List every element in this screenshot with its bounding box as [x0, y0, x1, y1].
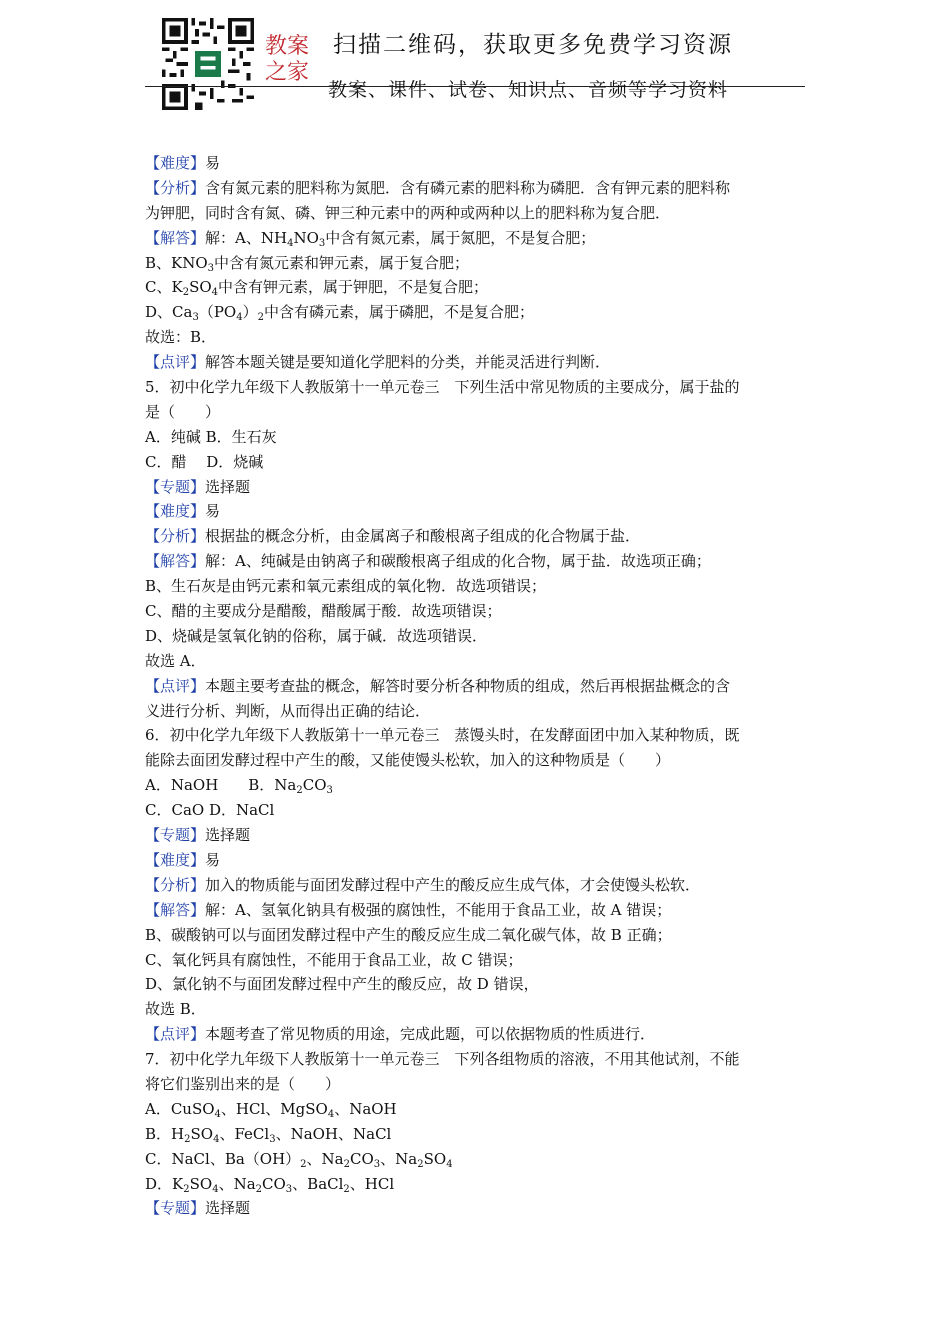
tag-answer: 【解答】: [145, 228, 206, 247]
subscript: 4: [212, 1183, 219, 1195]
q5-answer-d: D、烧碱是氢氧化钠的俗称，属于碱．故选项错误．: [145, 626, 488, 645]
text: （PO: [198, 303, 237, 322]
subscript: 4: [236, 312, 243, 324]
q4-choice: 故选：B．: [145, 328, 217, 347]
text: 、Na: [218, 1174, 256, 1193]
q5-answer-b: B、生石灰是由钙元素和氧元素组成的氧化物．故选项错误；: [145, 577, 547, 596]
text: NO: [293, 228, 319, 247]
tag-difficulty: 【难度】: [145, 502, 206, 521]
text: C．NaCl、Ba（OH）: [145, 1149, 301, 1168]
q5-answer-c: C、醋的主要成分是醋酸，醋酸属于酸．故选项错误；: [145, 602, 502, 621]
q6-answer-b: B、碳酸钠可以与面团发酵过程中产生的酸反应生成二氧化碳气体，故 B 正确；: [145, 925, 672, 944]
subscript: 2: [343, 1183, 350, 1195]
q7-stem: 7．初中化学九年级下人教版第十一单元卷三 下列各组物质的溶液，不用其他试剂，不能: [145, 1050, 740, 1069]
header-subtitle: 教案、课件、试卷、知识点、音频等学习资料: [328, 79, 729, 101]
tag-comment: 【点评】: [145, 676, 206, 695]
q6-options-ab: [145, 773, 810, 798]
subscript: 4: [213, 1133, 220, 1145]
header-slogan: 扫描二维码，获取更多免费学习资源: [333, 32, 733, 58]
tag-answer: 【解答】: [145, 552, 206, 571]
q6-topic-value: 选择题: [205, 826, 251, 845]
subscript: 3: [318, 237, 326, 249]
text: 解：A、NH: [205, 228, 288, 247]
q5-analysis: [145, 524, 810, 549]
subscript: 3: [269, 1133, 276, 1145]
q4-comment-text: 解答本题关键是要知道化学肥料的分类，并能灵活进行判断．: [205, 353, 611, 372]
text: CO: [262, 1174, 286, 1193]
subscript: 2: [343, 1158, 350, 1170]
tag-topic: 【专题】: [145, 1199, 206, 1218]
subscript: 3: [373, 1158, 381, 1170]
q4-difficulty: [145, 151, 810, 176]
text: 、BaCl: [292, 1174, 344, 1193]
text: B．H: [145, 1124, 185, 1143]
q5-difficulty: [145, 499, 810, 524]
text: D．K: [145, 1174, 184, 1193]
text: 、HCl: [349, 1174, 395, 1193]
text: SO: [189, 1174, 213, 1193]
q7-option-c: [145, 1147, 810, 1172]
q6-analysis-text: 加入的物质能与面团发酵过程中产生的酸反应生成气体，才会使馒头松软．: [205, 875, 701, 894]
q6-answer-text: 解：A、氢氧化钠具有极强的腐蚀性，不能用于食品工业，故 A 错误；: [205, 900, 672, 919]
tag-comment: 【点评】: [145, 1025, 206, 1044]
text: CO: [350, 1149, 374, 1168]
logo: [265, 34, 327, 86]
subscript: 2: [417, 1158, 424, 1170]
subscript: 4: [327, 1108, 335, 1120]
text: B、KNO: [145, 253, 208, 272]
q6-options-cd: C．CaO D．NaCl: [145, 801, 275, 820]
text: 中含有磷元素，属于磷肥，不是复合肥；: [263, 303, 534, 322]
subscript: 4: [214, 1108, 221, 1120]
subscript: 2: [182, 287, 190, 299]
q5-answer-text: 解：A、纯碱是由钠离子和碳酸根离子组成的化合物，属于盐．故选项正确；: [205, 552, 711, 571]
subscript: 3: [192, 312, 199, 324]
text: D、Ca: [145, 303, 193, 322]
subscript: 3: [326, 785, 333, 797]
text: A．CuSO: [145, 1099, 215, 1118]
q5-analysis-text: 根据盐的概念分析，由金属离子和酸根离子组成的化合物属于盐．: [205, 527, 641, 546]
q4-answer-c: [145, 275, 810, 300]
q6-answer-d: D、氯化钠不与面团发酵过程中产生的酸反应，故 D 错误，: [145, 975, 539, 994]
q5-choice: 故选 A．: [145, 651, 206, 670]
text: 、Na: [380, 1149, 418, 1168]
subscript: 4: [211, 287, 219, 299]
q5-difficulty-value: 易: [205, 502, 221, 521]
text: 、NaOH: [334, 1099, 397, 1118]
text: 中含有钾元素，属于钾肥，不是复合肥；: [218, 278, 489, 297]
q7-topic: [145, 1196, 810, 1221]
q4-difficulty-value: 易: [205, 154, 221, 172]
q6-choice: 故选 B．: [145, 1000, 206, 1019]
tag-comment: 【点评】: [145, 353, 206, 372]
q7-option-d: [145, 1172, 810, 1197]
q7-topic-value: 选择题: [205, 1199, 251, 1218]
q5-comment-cont: 义进行分析、判断，从而得出正确的结论．: [145, 701, 431, 720]
text: 中含有氮元素和钾元素，属于复合肥；: [214, 253, 470, 272]
text: SO: [190, 1124, 214, 1143]
text: 、NaOH、NaCl: [275, 1124, 392, 1143]
q5-answer-a: [145, 549, 810, 574]
subscript: 2: [300, 1158, 307, 1170]
q5-stem-cont: 是（ ）: [145, 402, 221, 421]
text: SO: [423, 1149, 447, 1168]
q5-stem: 5．初中化学九年级下人教版第十一单元卷三 下列生活中常见物质的主要成分，属于盐的: [145, 378, 740, 397]
text: C、K: [145, 278, 183, 297]
text: ）: [242, 303, 258, 322]
subscript: 2: [257, 312, 264, 324]
subscript: 3: [207, 262, 215, 274]
q4-analysis-text: 含有氮元素的肥料称为氮肥．含有磷元素的肥料称为磷肥．含有钾元素的肥料称: [205, 178, 731, 197]
subscript: 4: [446, 1158, 453, 1170]
q5-comment-text: 本题主要考查盐的概念，解答时要分析各种物质的组成，然后再根据盐概念的含: [205, 676, 731, 695]
q6-stem-cont: 能除去面团发酵过程中产生的酸，又能使馒头松软，加入的这种物质是（ ）: [145, 751, 671, 770]
q5-options-cd: C．醋 D．烧碱: [145, 452, 264, 471]
q5-topic-value: 选择题: [205, 477, 251, 496]
qr-code-icon: [162, 18, 254, 110]
tag-difficulty: 【难度】: [145, 850, 206, 869]
q4-comment: [145, 350, 810, 375]
text: SO: [189, 278, 212, 297]
q5-options-ab: A．纯碱 B．生石灰: [145, 427, 277, 446]
subscript: 2: [183, 1183, 190, 1195]
q7-stem-cont: 将它们鉴别出来的是（ ）: [145, 1074, 341, 1093]
tag-analysis: 【分析】: [145, 527, 206, 546]
q5-comment: [145, 674, 810, 699]
q4-answer-b: [145, 251, 810, 276]
q4-answer-a: [145, 226, 810, 251]
subscript: 2: [255, 1183, 263, 1195]
subscript: 2: [184, 1133, 191, 1145]
q6-comment-text: 本题考查了常见物质的用途，完成此题，可以依据物质的性质进行．: [205, 1025, 656, 1044]
subscript: 4: [287, 237, 294, 249]
text: CO: [302, 776, 327, 795]
text: 、FeCl: [219, 1124, 270, 1143]
q6-answer-a: [145, 898, 810, 923]
document-body: [145, 151, 810, 1221]
q6-topic: [145, 823, 810, 848]
logo-line-2: 之家: [265, 60, 310, 85]
q5-topic: [145, 475, 810, 500]
text: 中含有氮元素，属于氮肥，不是复合肥；: [325, 228, 596, 247]
page-header: [145, 12, 815, 122]
tag-topic: 【专题】: [145, 826, 206, 845]
q6-analysis: [145, 873, 810, 898]
logo-line-1: 教案: [265, 34, 310, 59]
q4-answer-d: [145, 300, 810, 325]
tag-difficulty: 【难度】: [145, 154, 206, 172]
q7-option-b: [145, 1122, 810, 1147]
q6-difficulty-value: 易: [205, 850, 221, 869]
q6-answer-c: C、氧化钙具有腐蚀性，不能用于食品工业，故 C 错误；: [145, 950, 523, 969]
text: 、Na: [306, 1149, 344, 1168]
tag-analysis: 【分析】: [145, 875, 206, 894]
q6-comment: [145, 1022, 810, 1047]
q6-difficulty: [145, 848, 810, 873]
text: 、HCl、MgSO: [220, 1099, 328, 1118]
q4-analysis: [145, 176, 810, 201]
q6-stem: 6．初中化学九年级下人教版第十一单元卷三 蒸馒头时，在发酵面团中加入某种物质，既: [145, 726, 740, 745]
q4-analysis-cont: 为钾肥，同时含有氮、磷、钾三种元素中的两种或两种以上的肥料称为复合肥．: [145, 203, 671, 222]
tag-topic: 【专题】: [145, 477, 206, 496]
tag-analysis: 【分析】: [145, 178, 206, 197]
q7-option-a: [145, 1097, 810, 1122]
subscript: 3: [285, 1183, 293, 1195]
text: A．NaOH B．Na: [145, 776, 297, 795]
tag-answer: 【解答】: [145, 900, 206, 919]
subscript: 2: [296, 785, 303, 797]
